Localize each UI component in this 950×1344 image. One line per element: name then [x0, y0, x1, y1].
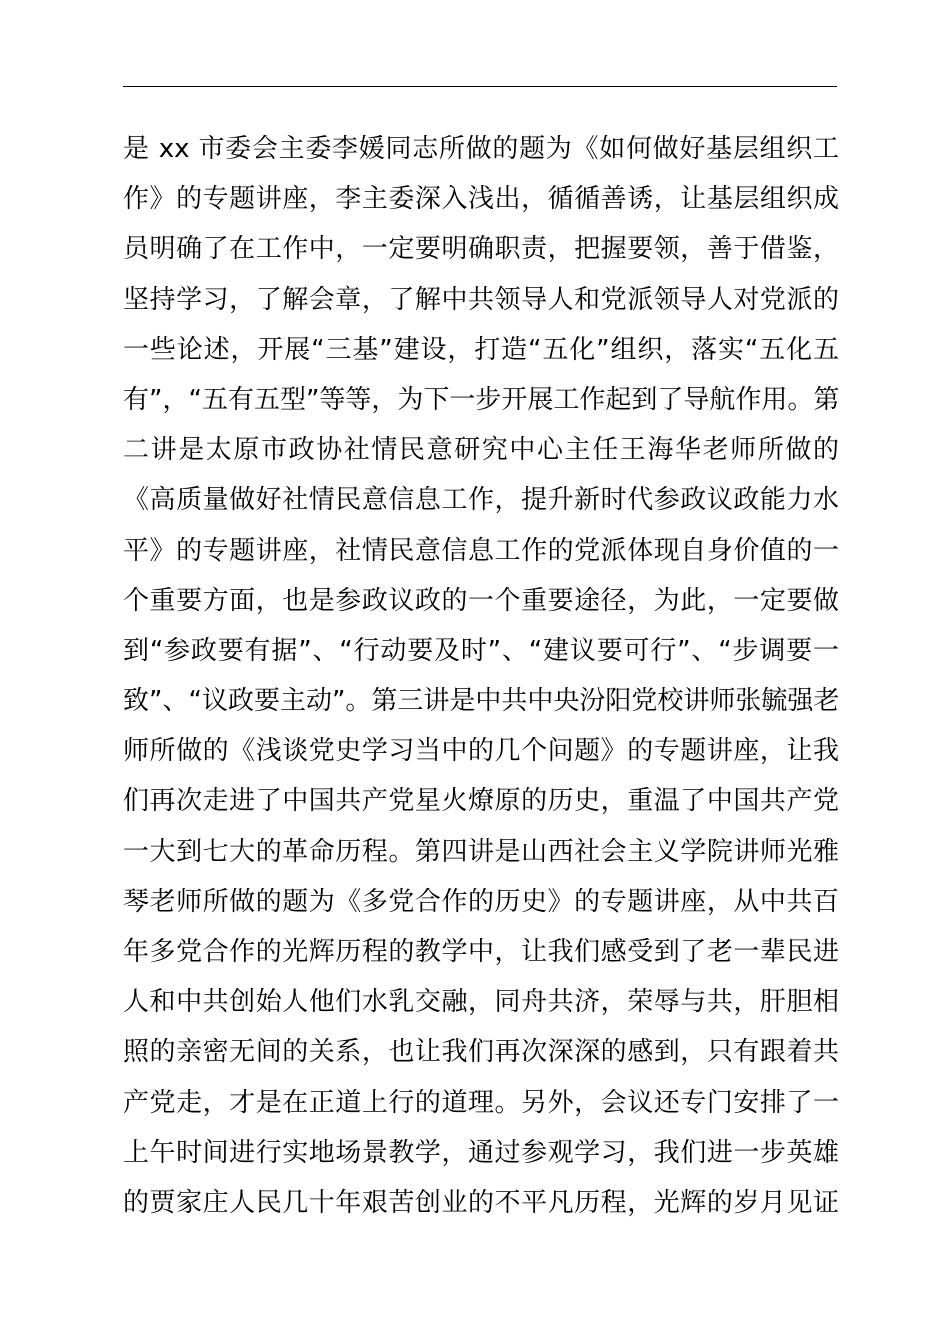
- text-line: 琴老师所做的题为《多党合作的历史》的专题讲座，从中共百: [123, 886, 839, 917]
- text-line: 一些论述，开展“三基”建设，打造“五化”组织，落实“五化五: [123, 334, 839, 365]
- text-line: 们再次走进了中国共产党星火燎原的历史，重温了中国共产党: [123, 786, 839, 817]
- header-rule: [123, 86, 837, 87]
- text-line: 上午时间进行实地场景教学，通过参观学习，我们进一步英雄: [123, 1137, 839, 1168]
- text-line: 坚持学习，了解会章，了解中共领导人和党派领导人对党派的: [123, 284, 839, 315]
- text-line: 产党走，才是在正道上行的道理。另外，会议还专门安排了一: [123, 1087, 839, 1118]
- text-line: 人和中共创始人他们水乳交融，同舟共济，荣辱与共，肝胆相: [123, 987, 839, 1018]
- text-line: 个重要方面，也是参政议政的一个重要途径，为此，一定要做: [123, 585, 839, 616]
- text-line: 有”，“五有五型”等等，为下一步开展工作起到了导航作用。第: [123, 384, 840, 415]
- text-line: 二讲是太原市政协社情民意研究中心主任王海华老师所做的: [123, 435, 839, 466]
- text-line: 年多党合作的光辉历程的教学中，让我们感受到了老一辈民进: [123, 937, 839, 967]
- text-line: 到“参政要有据”、“行动要及时”、“建议要可行”、“步调要一: [123, 635, 839, 666]
- text-line: 的贾家庄人民几十年艰苦创业的不平凡历程，光辉的岁月见证: [123, 1187, 839, 1218]
- text-line: 致”、“议政要主动”。第三讲是中共中央汾阳党校讲师张毓强老: [123, 686, 840, 717]
- text-line: 平》的专题讲座，社情民意信息工作的党派体现自身价值的一: [123, 535, 839, 566]
- text-line: 是 xx 市委会主委李媛同志所做的题为《如何做好基层组织工: [123, 134, 839, 164]
- text-line: 一大到七大的革命历程。第四讲是山西社会主义学院讲师光雅: [123, 836, 839, 867]
- document-body: [123, 124, 839, 1228]
- text-line: 师所做的《浅谈党史学习当中的几个问题》的专题讲座，让我: [123, 736, 839, 767]
- text-line: 作》的专题讲座，李主委深入浅出，循循善诱，让基层组织成: [123, 184, 839, 215]
- text-line: 《高质量做好社情民意信息工作，提升新时代参政议政能力水: [123, 485, 839, 516]
- text-line: 员明确了在工作中，一定要明确职责，把握要领，善于借鉴，: [123, 234, 839, 265]
- text-line: 照的亲密无间的关系，也让我们再次深深的感到，只有跟着共: [123, 1037, 839, 1068]
